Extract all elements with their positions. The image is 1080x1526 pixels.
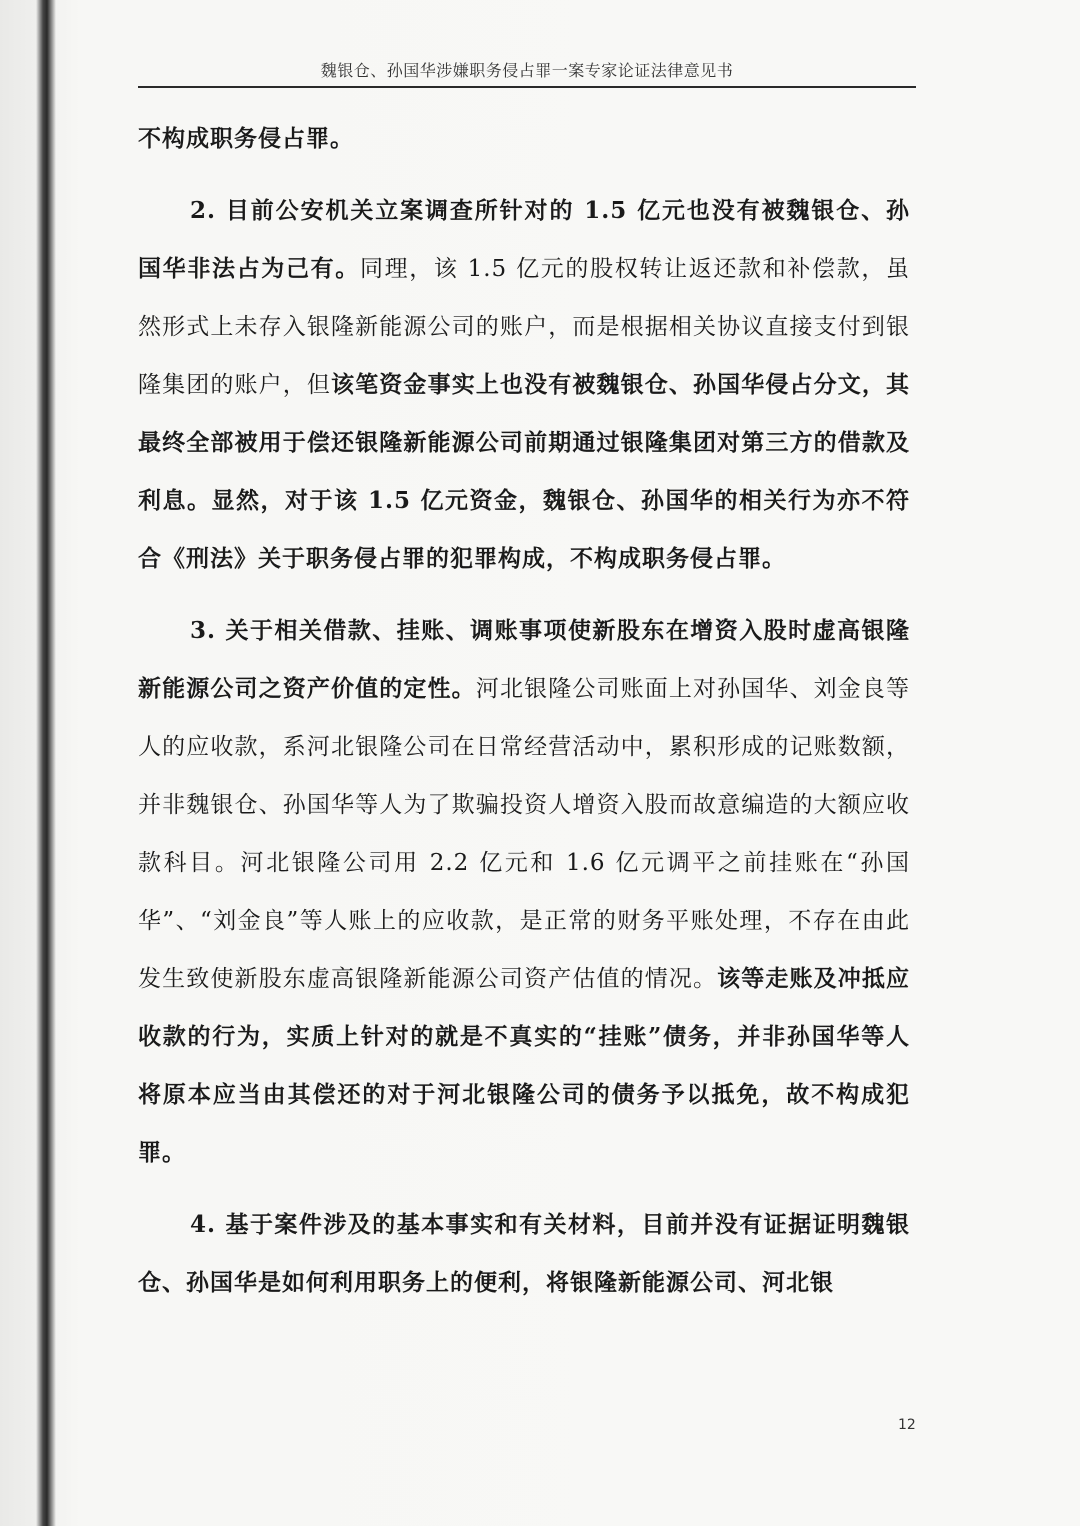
paragraph-2-segment-1: 2. 目前公安机关立案调查所针对的 1.5 亿元也没有被魏银仓、孙国华非法占为己有。 — [138, 197, 910, 282]
document-header-title: 魏银仓、孙国华涉嫌职务侵占罪一案专家论证法律意见书 — [320, 61, 734, 80]
paragraph-1 — [138, 110, 910, 168]
paragraph-1-segment-1: 不构成职务侵占罪。 — [138, 125, 354, 152]
paragraph-2 — [138, 182, 910, 588]
paragraph-4 — [138, 1196, 910, 1312]
header-divider — [138, 86, 916, 88]
document-body — [138, 110, 910, 1312]
paragraph-2-segment-2: 同理，该 1.5 亿元的股权转让返还款和补偿款，虽然形式上未存入银隆新能源公司的账户，而是根据相关协议直接支付到银隆集团的账户，但 — [138, 256, 911, 398]
paragraph-4-segment-1: 4. 基于案件涉及的基本事实和有关材料，目前并没有证据证明魏银仓、孙国华是如何利用职务上的便利，将银隆新能源公司、河北银 — [138, 1211, 910, 1296]
binding-shadow — [36, 0, 56, 1526]
paragraph-3-segment-1: 3. 关于相关借款、挂账、调账事项使新股东在增资入股时虚高银隆新能源公司之资产价值的定性。 — [138, 617, 910, 702]
paragraph-3 — [138, 602, 910, 1182]
paragraph-3-segment-3: 该等走账及冲抵应收款的行为，实质上针对的就是不真实的“挂账”债务，并非孙国华等人将原本应当由其偿还的对于河北银隆公司的债务予以抵免，故不构成犯罪。 — [138, 965, 911, 1166]
paragraph-3-segment-2: 河北银隆公司账面上对孙国华、刘金良等人的应收款，系河北银隆公司在日常经营活动中，累积形成的记账数额，并非魏银仓、孙国华等人为了欺骗投资人增资入股而故意编造的大额应收款科目。河北银隆公司用 2.2 亿元和 1.6 亿元调平之前挂账在“孙国华”、“刘金良”等人账上的应收款，是正常的财务平账处理，不存在由此发生致使新股东虚高银隆新能源公司资产估值的情况。 — [138, 676, 911, 992]
paragraph-2-segment-3: 该笔资金事实上也没有被魏银仓、孙国华侵占分文，其最终全部被用于偿还银隆新能源公司前期通过银隆集团对第三方的借款及利息。显然，对于该 1.5 亿元资金，魏银仓、孙国华的相关行为亦不符合《刑法》关于职务侵占罪的犯罪构成，不构成职务侵占罪。 — [138, 371, 911, 572]
page-number: 12 — [898, 1417, 916, 1433]
